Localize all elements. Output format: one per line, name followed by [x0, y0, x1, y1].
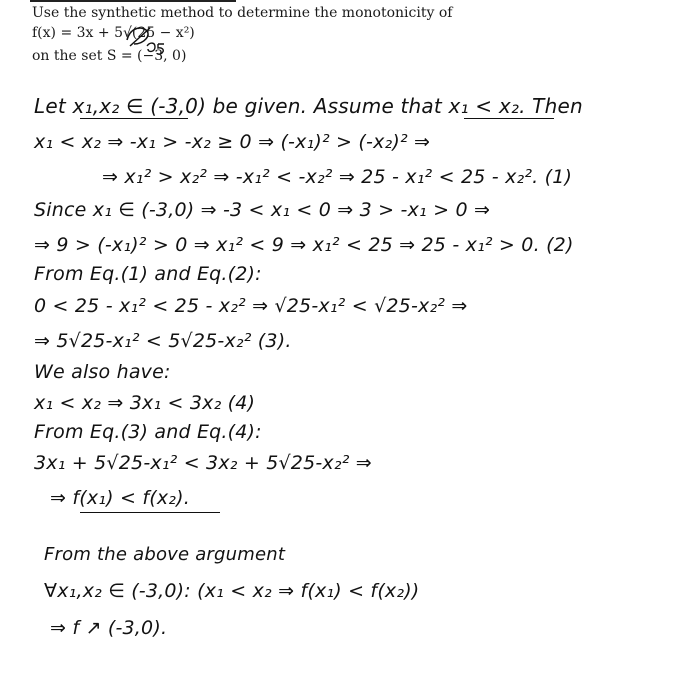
top-rule	[30, 0, 236, 2]
solution-line-16: ⇒ f ↗ (-3,0).	[50, 617, 168, 639]
underline-given	[80, 118, 188, 119]
solution-line-2: x₁ < x₂ ⇒ -x₁ > -x₂ ≥ 0 ⇒ (-x₁)² > (-x₂)² ⇒	[34, 131, 431, 153]
solution-line-9: We also have:	[34, 361, 171, 383]
underline-assumption	[464, 118, 554, 119]
solution-line-10: x₁ < x₂ ⇒ 3x₁ < 3x₂ (4)	[34, 392, 256, 414]
problem-statement-line-1: Use the synthetic method to determine the monotonicity of	[32, 5, 453, 21]
solution-line-1: Let x₁,x₂ ∈ (-3,0) be given. Assume that x₁ < x₂. Then	[34, 94, 583, 118]
solution-line-8: ⇒ 5√25-x₁² < 5√25-x₂² (3).	[34, 330, 292, 352]
solution-line-6: From Eq.(1) and Eq.(2):	[34, 263, 262, 285]
solution-line-3: ⇒ x₁² > x₂² ⇒ -x₁² < -x₂² ⇒ 25 - x₁² < 25 - x₂². (1)	[102, 166, 573, 188]
solution-line-7: 0 < 25 - x₁² < 25 - x₂² ⇒ √25-x₁² < √25-x₂² ⇒	[34, 295, 468, 317]
problem-function-definition: f(x) = 3x + 5√(25 − x²)	[32, 25, 195, 41]
problem-domain: on the set S = (−3, 0)	[32, 48, 187, 64]
solution-line-12: 3x₁ + 5√25-x₁² < 3x₂ + 5√25-x₂² ⇒	[34, 452, 372, 474]
solution-line-13: ⇒ f(x₁) < f(x₂).	[50, 487, 190, 509]
solution-line-15: ∀x₁,x₂ ∈ (-3,0): (x₁ < x₂ ⇒ f(x₁) < f(x₂))	[44, 580, 420, 602]
solution-line-14: From the above argument	[44, 544, 286, 565]
solution-line-5: ⇒ 9 > (-x₁)² > 0 ⇒ x₁² < 9 ⇒ x₁² < 25 ⇒ 25 - x₁² > 0. (2)	[34, 234, 574, 256]
solution-line-11: From Eq.(3) and Eq.(4):	[34, 421, 262, 443]
underline-conclusion	[80, 512, 220, 513]
solution-line-4: Since x₁ ∈ (-3,0) ⇒ -3 < x₁ < 0 ⇒ 3 > -x₁ > 0 ⇒	[34, 199, 491, 221]
